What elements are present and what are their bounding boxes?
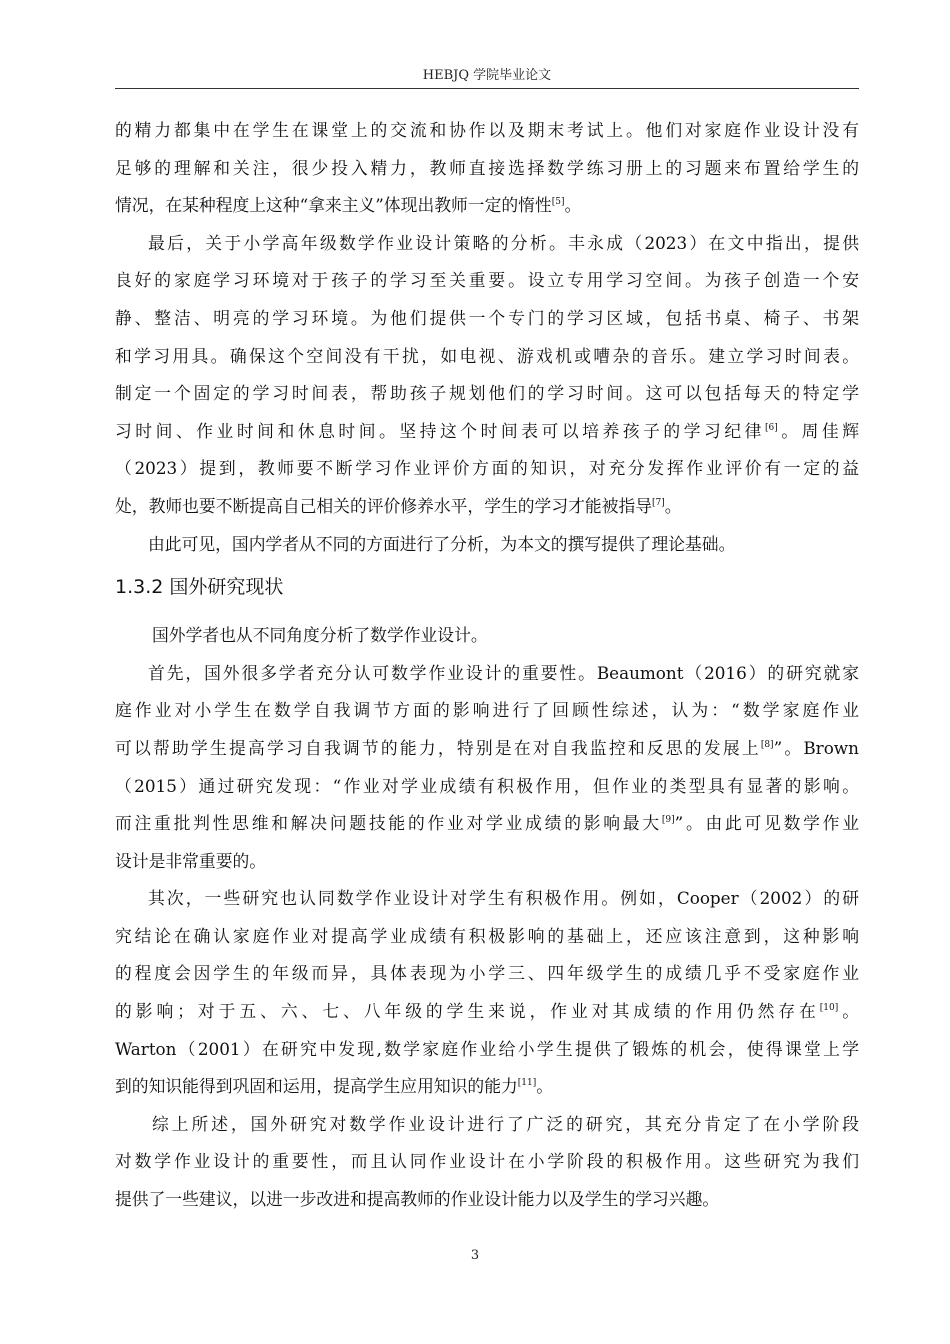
text-line: 而注重批判性思维和解决问题技能的作业对学业成绩的影响最大[9]”。由此可见数学作业 [115,813,859,834]
section-heading: 1.3.2 国外研究现状 [115,576,284,599]
citation-marker: [8] [760,739,774,750]
citation-marker: [7] [652,497,665,508]
page-body [115,112,859,1219]
running-header: HEBJQ 学院毕业论文 [422,68,552,83]
text-line: 处，教师也要不断提高自己相关的评价修养水平，学生的学习才能被指导[7]。 [115,495,682,516]
paragraph [115,880,859,1106]
text-line: Warton（2001）在研究中发现,数学家庭作业给小学生提供了锻炼的机会，使得课堂上学 [115,1038,859,1059]
paragraph [115,225,859,526]
header-rule [115,88,859,89]
page-number: 3 [470,1248,480,1263]
citation-marker: [9] [661,815,675,826]
text-line: 足够的理解和关注，很少投入精力，教师直接选择数学练习册上的习题来布置给学生的 [115,157,859,178]
citation-marker: [11] [517,1078,537,1089]
text-line: 综上所述，国外研究对数学作业设计进行了广泛的研究，其充分肯定了在小学阶段 [152,1113,859,1134]
text-line: 和学习用具。确保这个空间没有干扰，如电视、游戏机或嘈杂的音乐。建立学习时间表。 [115,345,859,366]
text-line: 情况，在某种程度上这种“拿来主义”体现出教师一定的惰性[5]。 [115,195,582,216]
text-line: 制定一个固定的学习时间表，帮助孩子规划他们的学习时间。这可以包括每天的特定学 [115,383,859,404]
text-line: 庭作业对小学生在数学自我调节方面的影响进行了回顾性综述，认为：“数学家庭作业 [115,700,859,721]
text-line: （2015）通过研究发现：“作业对学业成绩有积极作用，但作业的类型具有显著的影响。 [115,775,859,796]
paragraph [115,112,859,225]
text-line: 其次，一些研究也认同数学作业设计对学生有积极作用。例如，Cooper（2002）的研 [148,888,859,909]
paragraph [115,617,859,655]
text-line: 到的知识能得到巩固和运用，提高学生应用知识的能力[11]。 [115,1076,554,1097]
text-line: 可以帮助学生提高学习自我调节的能力，特别是在对自我监控和反思的发展上[8]”。Brown [115,737,859,758]
text-line: 提供了一些建议，以进一步改进和提高教师的作业设计能力以及学生的学习兴趣。 [115,1189,720,1210]
text-line: 最后，关于小学高年级数学作业设计策略的分析。丰永成（2023）在文中指出，提供 [148,232,859,253]
text-line: 设计是非常重要的。 [115,850,267,871]
citation-marker: [6] [764,422,778,433]
citation-marker: [10] [819,1003,839,1014]
paragraph [115,655,859,881]
text-line: 国外学者也从不同角度分析了数学作业设计。 [152,625,488,646]
paragraph [115,1106,859,1219]
text-line: 由此可见，国内学者从不同的方面进行了分析，为本文的撰写提供了理论基础。 [148,533,736,554]
text-line: 静、整洁、明亮的学习环境。为他们提供一个专门的学习区域，包括书桌、椅子、书架 [115,307,859,328]
text-line: 的影响；对于五、六、七、八年级的学生来说，作业对其成绩的作用仍然存在[10]。 [115,1001,859,1022]
text-line: 对数学作业设计的重要性，而且认同作业设计在小学阶段的积极作用。这些研究为我们 [115,1151,859,1172]
text-line: 的精力都集中在学生在课堂上的交流和协作以及期末考试上。他们对家庭作业设计没有 [115,120,859,140]
text-line: 究结论在确认家庭作业对提高学业成绩有积极影响的基础上，还应该注意到，这种影响 [115,925,859,946]
text-line: 的程度会因学生的年级而异，具体表现为小学三、四年级学生的成绩几乎不受家庭作业 [115,963,859,984]
text-line: 习时间、作业时间和休息时间。坚持这个时间表可以培养孩子的学习纪律[6]。周佳辉 [115,420,859,441]
paragraph [115,526,859,564]
citation-marker: [5] [551,197,565,208]
text-line: 首先，国外很多学者充分认可数学作业设计的重要性。Beaumont（2016）的研究就家 [148,662,859,683]
text-line: 良好的家庭学习环境对于孩子的学习至关重要。设立专用学习空间。为孩子创造一个安 [115,270,859,291]
text-line: （2023）提到，教师要不断学习作业评价方面的知识，对充分发挥作业评价有一定的益 [115,458,859,479]
